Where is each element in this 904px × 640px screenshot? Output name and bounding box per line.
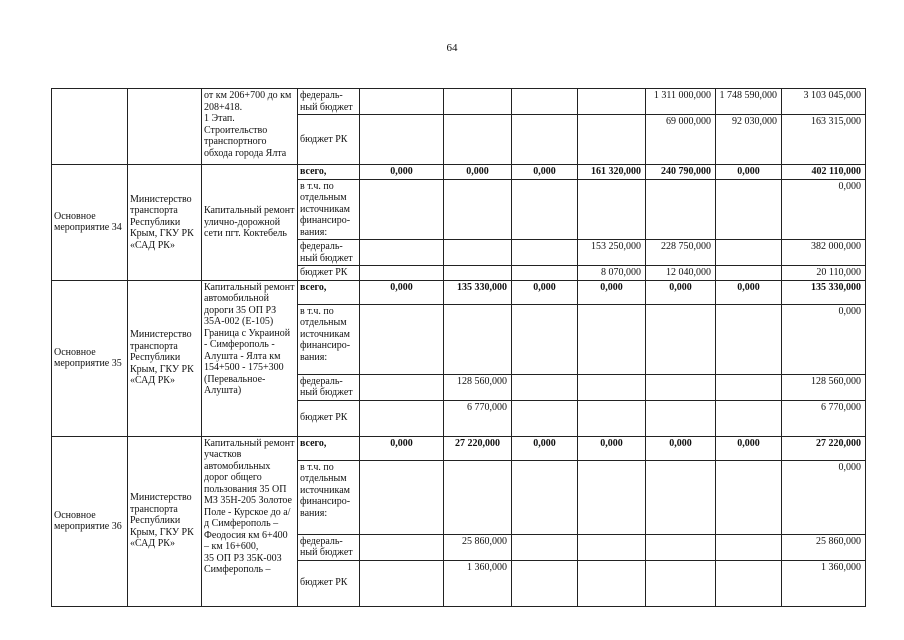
section-cell: Основное мероприятие 34 xyxy=(52,165,128,281)
value-cell: 240 790,000 xyxy=(646,165,716,180)
description-cell: Капитальный ремонт участков автомобильных дорог общего пользования 35 ОП МЗ 35Н-205 Золотое Поле - Курское до а/д Симферополь – Феодосия км 6+400 – км 16+600, 35 ОП РЗ 35К-003 Симферополь – xyxy=(202,436,298,606)
total-cell: 25 860,000 xyxy=(782,534,866,560)
value-cell: 0,000 xyxy=(646,280,716,304)
description-cell: Капитальный ремонт автомобильной дороги 35 ОП РЗ 35А-002 (Е-105) Граница с Украиной - Симферополь - Алушта - Ялта км 154+500 - 175+300 (Перевальное-Алушта) xyxy=(202,280,298,436)
total-cell: 1 360,000 xyxy=(782,560,866,606)
source-label: всего, xyxy=(298,436,360,460)
total-cell: 20 110,000 xyxy=(782,266,866,281)
description-cell: от км 206+700 до км 208+418. 1 Этап. Строительство транспортного обхода города Ялта xyxy=(202,89,298,165)
total-cell: 3 103 045,000 xyxy=(782,89,866,115)
org-cell: Министерство транспорта Республики Крым, ГКУ РК «САД РК» xyxy=(128,436,202,606)
source-label: в т.ч. по отдельным источникам финансиро-вания: xyxy=(298,304,360,374)
source-label: бюджет РК xyxy=(298,115,360,165)
table-row xyxy=(52,165,866,180)
value-cell: 92 030,000 xyxy=(716,115,782,165)
total-cell: 135 330,000 xyxy=(782,280,866,304)
total-cell: 128 560,000 xyxy=(782,374,866,400)
table-row xyxy=(52,89,866,115)
source-label: бюджет РК xyxy=(298,266,360,281)
value-cell: 228 750,000 xyxy=(646,240,716,266)
value-cell: 0,000 xyxy=(578,436,646,460)
value-cell: 0,000 xyxy=(512,165,578,180)
description-cell: Капитальный ремонт улично-дорожной сети пгт. Коктебель xyxy=(202,165,298,281)
value-cell: 0,000 xyxy=(716,165,782,180)
source-label: в т.ч. по отдельным источникам финансиро-вания: xyxy=(298,460,360,534)
value-cell: 8 070,000 xyxy=(578,266,646,281)
total-cell: 0,000 xyxy=(782,179,866,240)
source-label: в т.ч. по отдельным источникам финансиро-вания: xyxy=(298,179,360,240)
source-label: федераль-ный бюджет xyxy=(298,240,360,266)
source-label: бюджет РК xyxy=(298,400,360,436)
value-cell: 12 040,000 xyxy=(646,266,716,281)
value-cell: 0,000 xyxy=(512,280,578,304)
value-cell: 1 748 590,000 xyxy=(716,89,782,115)
value-cell: 0,000 xyxy=(578,280,646,304)
source-label: бюджет РК xyxy=(298,560,360,606)
value-cell: 0,000 xyxy=(716,436,782,460)
table-row xyxy=(52,436,866,460)
value-cell: 0,000 xyxy=(646,436,716,460)
source-label: федераль-ный бюджет xyxy=(298,374,360,400)
total-cell: 0,000 xyxy=(782,460,866,534)
value-cell: 0,000 xyxy=(444,165,512,180)
section-cell: Основное мероприятие 35 xyxy=(52,280,128,436)
org-cell xyxy=(128,89,202,165)
page-number: 64 xyxy=(446,42,458,54)
org-cell: Министерство транспорта Республики Крым, ГКУ РК «САД РК» xyxy=(128,280,202,436)
source-label: всего, xyxy=(298,280,360,304)
section-cell xyxy=(52,89,128,165)
section-cell: Основное мероприятие 36 xyxy=(52,436,128,606)
value-cell: 0,000 xyxy=(360,436,444,460)
value-cell: 1 360,000 xyxy=(444,560,512,606)
value-cell: 1 311 000,000 xyxy=(646,89,716,115)
value-cell: 0,000 xyxy=(512,436,578,460)
value-cell: 135 330,000 xyxy=(444,280,512,304)
value-cell: 27 220,000 xyxy=(444,436,512,460)
value-cell: 161 320,000 xyxy=(578,165,646,180)
value-cell: 153 250,000 xyxy=(578,240,646,266)
value-cell: 25 860,000 xyxy=(444,534,512,560)
source-label: федераль-ный бюджет xyxy=(298,534,360,560)
org-cell: Министерство транспорта Республики Крым, ГКУ РК «САД РК» xyxy=(128,165,202,281)
total-cell: 163 315,000 xyxy=(782,115,866,165)
total-cell: 6 770,000 xyxy=(782,400,866,436)
value-cell: 128 560,000 xyxy=(444,374,512,400)
total-cell: 27 220,000 xyxy=(782,436,866,460)
source-label: всего, xyxy=(298,165,360,180)
financing-table xyxy=(51,88,866,607)
source-label: федераль-ный бюджет xyxy=(298,89,360,115)
value-cell: 6 770,000 xyxy=(444,400,512,436)
value-cell: 69 000,000 xyxy=(646,115,716,165)
total-cell: 0,000 xyxy=(782,304,866,374)
value-cell: 0,000 xyxy=(360,165,444,180)
total-cell: 402 110,000 xyxy=(782,165,866,180)
table-row xyxy=(52,280,866,304)
value-cell: 0,000 xyxy=(716,280,782,304)
total-cell: 382 000,000 xyxy=(782,240,866,266)
value-cell: 0,000 xyxy=(360,280,444,304)
